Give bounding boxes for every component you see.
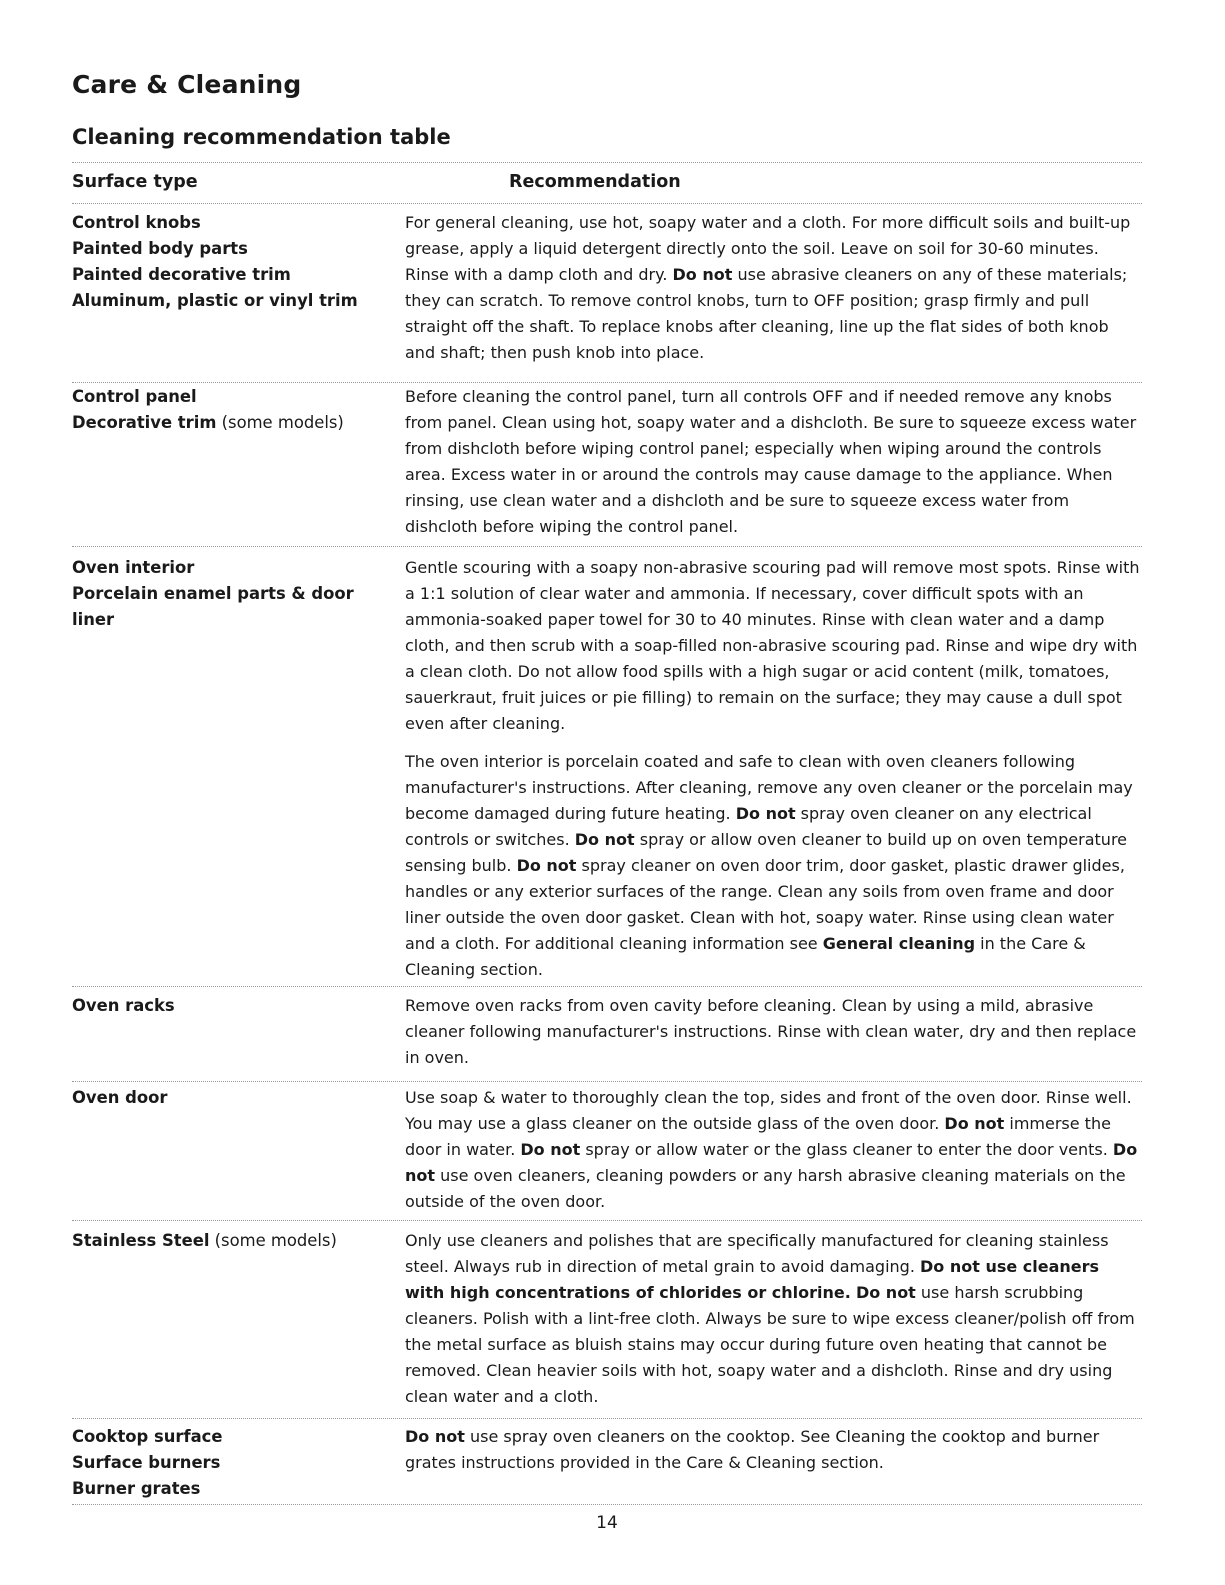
table-row [72,384,1142,547]
recommendation-text: For general cleaning, use hot, soapy water and a cloth. For more difficult soils and built-up grease, apply a liquid detergent directly onto the soil. Leave on soil for 30-60 minutes. Rinse with a damp cloth and dry. Do not use abrasive cleaners on any of these materials; they can scratch. To remove control knobs, turn to OFF position; grasp firmly and pull straight off the shaft. To replace knobs after cleaning, line up the flat sides of both knob and shaft; then push knob into place. [405,213,1131,362]
recommendation-text: The oven interior is porcelain coated and safe to clean with oven cleaners following manufacturer's instructions. After cleaning, remove any oven cleaner or the porcelain may become damaged during future heating. Do not spray oven cleaner on any electrical controls or switches. Do not spray or allow oven cleaner to build up on oven temperature sensing bulb. Do not spray cleaner on oven door trim, door gasket, plastic drawer glides, handles or any exterior surfaces of the range. Clean any soils from oven frame and door liner outside the oven door gasket. Clean with hot, soapy water. Rinse using clean water and a cloth. For additional cleaning information see General cleaning in the Care & Cleaning section. [405,752,1133,979]
surface-type-label: Painted decorative trim [72,265,291,284]
table-header [72,162,1142,204]
recommendation-cell [405,993,1142,1071]
surface-type-label: Porcelain enamel parts & door [72,584,354,603]
table-row [72,210,1142,383]
recommendation-cell [405,210,1142,366]
table-row [72,555,1142,987]
recommendation-text: Gentle scouring with a soapy non-abrasive scouring pad will remove most spots. Rinse with a 1:1 solution of clear water and ammonia. If necessary, cover difficult spots with an ammonia-soaked paper towel for 30 to 40 minutes. Rinse with clean water and a damp cloth, and then scrub with a soap-filled non-abrasive scouring pad. Rinse and wipe dry with a clean cloth. Do not allow food spills with a high sugar or acid content (milk, tomatoes, sauerkraut, fruit juices or pie filling) to remain on the surface; they may cause a dull spot even after cleaning. [405,558,1140,733]
column-header-surface-type: Surface type [72,172,198,192]
table-row [72,993,1142,1082]
table-row [72,1228,1142,1419]
table-row [72,1085,1142,1221]
surface-type-cell [72,993,392,1019]
column-header-recommendation: Recommendation [509,172,681,192]
recommendation-text: Only use cleaners and polishes that are specifically manufactured for cleaning stainless steel. Always rub in direction of metal grain to avoid damaging. Do not use cleaners with high concentrations of chlorides or chlorine. Do not use harsh scrubbing cleaners. Polish with a lint-free cloth. Always be sure to wipe excess cleaner/polish off from the metal surface as bluish stains may occur during future oven heating that cannot be removed. Clean heavier soils with hot, soapy water and a dishcloth. Rinse and dry using clean water and a cloth. [405,1231,1135,1406]
surface-type-cell [72,1085,392,1111]
surface-type-label: Burner grates [72,1479,201,1498]
recommendation-cell [405,1228,1142,1410]
recommendation-cell [405,555,1142,983]
surface-type-label: Oven door [72,1088,168,1107]
surface-type-cell [72,555,392,633]
section-subtitle: Cleaning recommendation table [72,125,451,149]
surface-type-cell [72,384,392,436]
surface-type-label: liner [72,610,115,629]
surface-type-label: Control panel [72,387,197,406]
surface-type-label: Painted body parts [72,239,248,258]
recommendation-text: Use soap & water to thoroughly clean the top, sides and front of the oven door. Rinse well. You may use a glass cleaner on the outside glass of the oven door. Do not immerse the door in water. Do not spray or allow water or the glass cleaner to enter the door vents. Do not use oven cleaners, cleaning powders or any harsh abrasive cleaning materials on the outside of the oven door. [405,1088,1138,1211]
table-row [72,1424,1142,1505]
surface-type-label: Oven racks [72,996,175,1015]
surface-type-label: Cooktop surface [72,1427,223,1446]
surface-type-label: Control knobs [72,213,201,232]
surface-type-label: Surface burners [72,1453,221,1472]
recommendation-text: Do not use spray oven cleaners on the cooktop. See Cleaning the cooktop and burner grates instructions provided in the Care & Cleaning section. [405,1427,1100,1472]
recommendation-cell [405,1424,1142,1476]
recommendation-text: Before cleaning the control panel, turn all controls OFF and if needed remove any knobs from panel. Clean using hot, soapy water and a dishcloth. Be sure to squeeze excess water from dishcloth before wiping control panel; especially when wiping around the controls area. Excess water in or around the controls may cause damage to the appliance. When rinsing, use clean water and a dishcloth and be sure to squeeze excess water from dishcloth before wiping the control panel. [405,387,1137,536]
surface-type-label: Oven interior [72,558,195,577]
surface-type-cell [72,1228,392,1254]
page-title: Care & Cleaning [72,70,302,99]
surface-type-label: Aluminum, plastic or vinyl trim [72,291,358,310]
recommendation-text: Remove oven racks from oven cavity before cleaning. Clean by using a mild, abrasive cleaner following manufacturer's instructions. Rinse with clean water, dry and then replace in oven. [405,996,1137,1067]
surface-type-cell [72,210,392,314]
recommendation-cell [405,1085,1142,1215]
page-number: 14 [596,1513,618,1533]
surface-type-label: Decorative trim (some models) [72,413,344,432]
surface-type-label: Stainless Steel (some models) [72,1231,337,1250]
recommendation-cell [405,384,1142,540]
surface-type-cell [72,1424,392,1502]
